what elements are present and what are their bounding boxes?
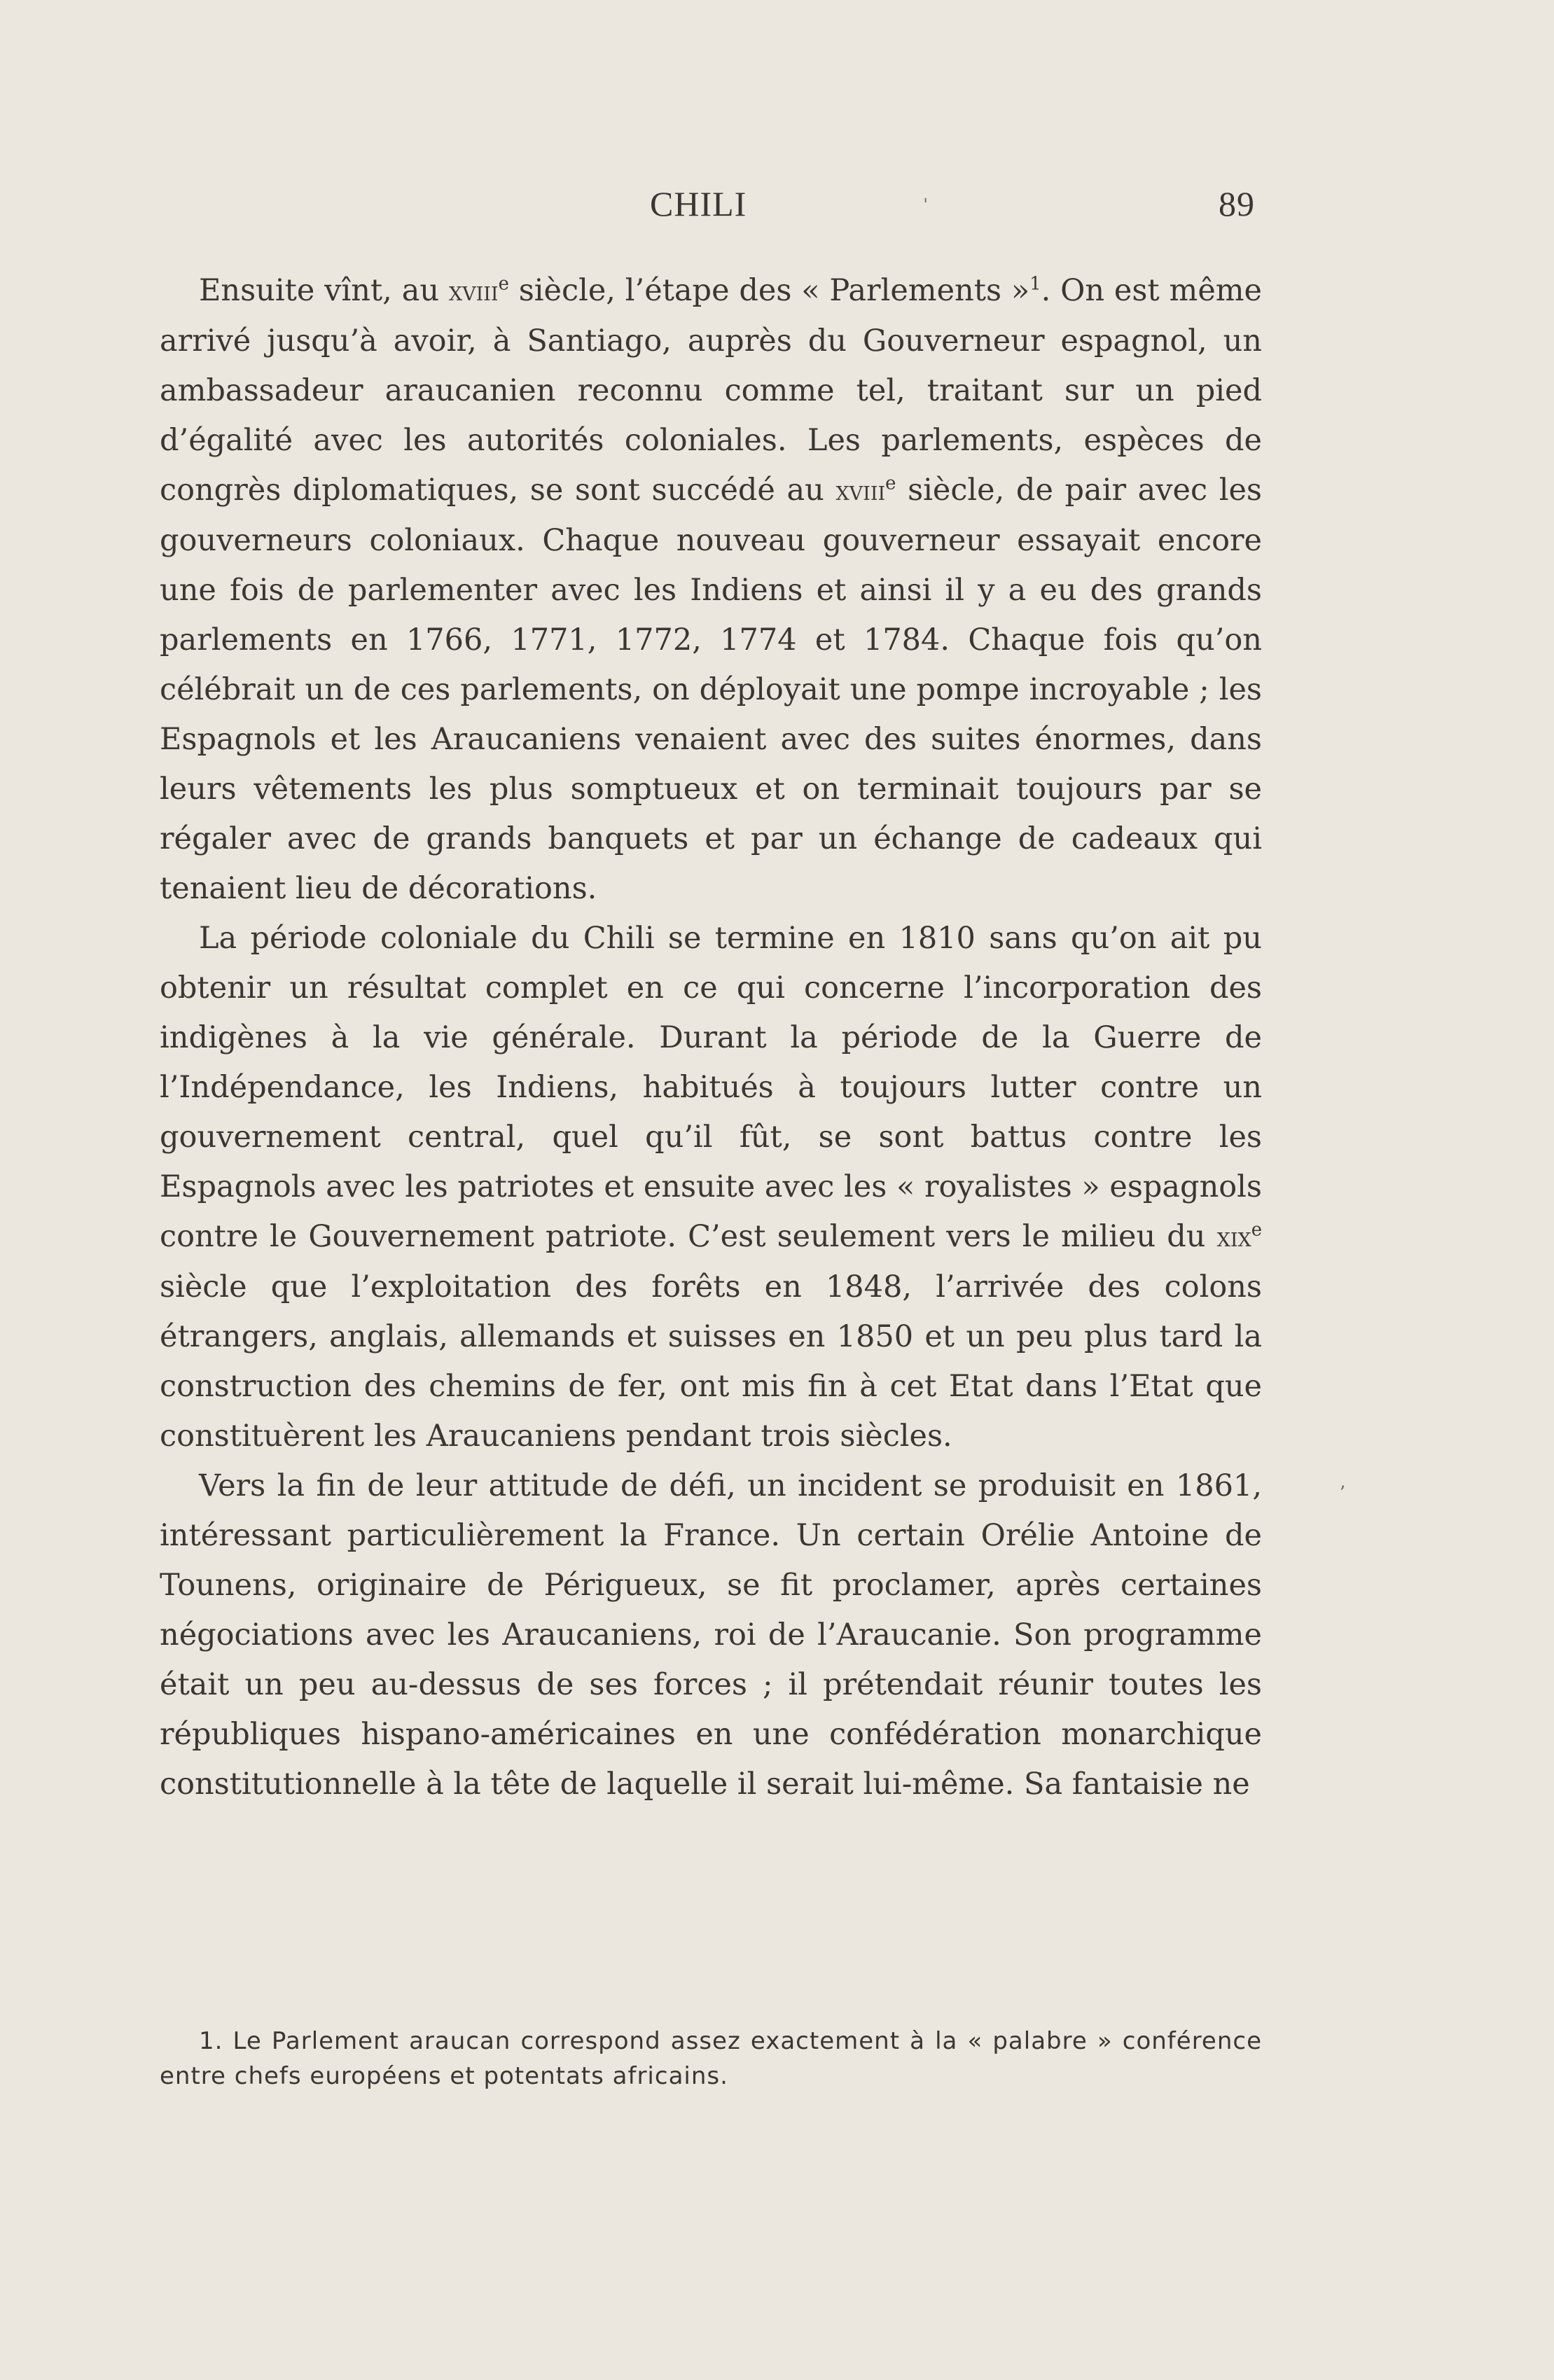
paragraph-3: Vers la fin de leur attitude de défi, un incident se produisit en 1861, intéressant particulièrement la France. Un certain Orélie Antoine de Tounens, originaire de Périgueux, se fit proclamer, après certaines négociations avec les Araucaniens, roi de l’Araucanie. Son programme était un peu au-dessus de ses forces ; il prétendait réunir toutes les républiques hispano-américaines en une confédération monarchique constitutionnelle à la tête de laquelle il serait lui-même. Sa fantaisie ne bbox=[160, 1468, 1262, 1802]
superscript: e bbox=[1251, 1219, 1262, 1241]
superscript: e bbox=[885, 473, 896, 494]
chapter-title: CHILI bbox=[650, 184, 747, 223]
footnote bbox=[160, 2024, 1262, 2094]
running-head bbox=[0, 183, 1554, 232]
footnote-number: 1. bbox=[199, 2027, 223, 2055]
paragraph-2: La période coloniale du Chili se termine en 1810 sans qu’on ait pu obtenir un résultat complet en ce qui concerne l’incorporation des indigènes à la vie générale. Durant la période de la Guerre de l’Indépendance, les Indiens, habitués à toujours lutter contre un gouvernement central, quel qu’il fût, se sont battus contre les Espagnols avec les patriotes et ensuite avec les « royalistes » espagnols contre le Gouvernement patriote. C’est seulement vers le milieu du xix$^e$ siècle que l’exploitation des forêts en 1848, l’arrivée des colons étrangers, anglais, allemands et suisses en 1850 et un peu plus tard la construction des chemins de fer, ont mis fin à cet Etat dans l’Etat que constituèrent les Araucaniens pendant trois siècles. bbox=[160, 921, 1262, 1454]
footnote-text: Le Parlement araucan correspond assez exactement à la « palabre » conférence entre chefs européens et potentats africains. bbox=[160, 2027, 1262, 2090]
century-numeral: xix bbox=[1216, 1222, 1251, 1253]
ink-speck: ˈ bbox=[923, 196, 929, 217]
century-numeral: xviii bbox=[448, 276, 499, 307]
footnote-reference: 1 bbox=[1029, 273, 1041, 295]
superscript: e bbox=[498, 273, 509, 295]
page-number: 89 bbox=[1219, 184, 1255, 223]
paragraph-1: Ensuite vînt, au xviii$^e$ siècle, l’étape des « Parlements »$^1$. On est même arrivé jusqu’à avoir, à Santiago, auprès du Gouverneur espagnol, un ambassadeur araucanien reconnu comme tel, traitant sur un pied d’égalité avec les autorités coloniales. Les parlements, espèces de congrès diplomatiques, se sont succédé au xviii$^e$ siècle, de pair avec les gouverneurs coloniaux. Chaque nouveau gouverneur essayait encore une fois de parlementer avec les Indiens et ainsi il y a eu des grands parlements en 1766, 1771, 1772, 1774 et 1784. Chaque fois qu’on célébrait un de ces parlements, on déployait une pompe incroyable ; les Espagnols et les Araucaniens venaient avec des suites énormes, dans leurs vêtements les plus somptueux et on terminait toujours par se régaler avec de grands banquets et par un échange de cadeaux qui tenaient lieu de décorations. bbox=[160, 273, 1262, 906]
body-text bbox=[160, 266, 1262, 1809]
century-numeral: xviii bbox=[835, 475, 886, 507]
ink-speck: ʼ bbox=[1339, 1483, 1345, 1504]
